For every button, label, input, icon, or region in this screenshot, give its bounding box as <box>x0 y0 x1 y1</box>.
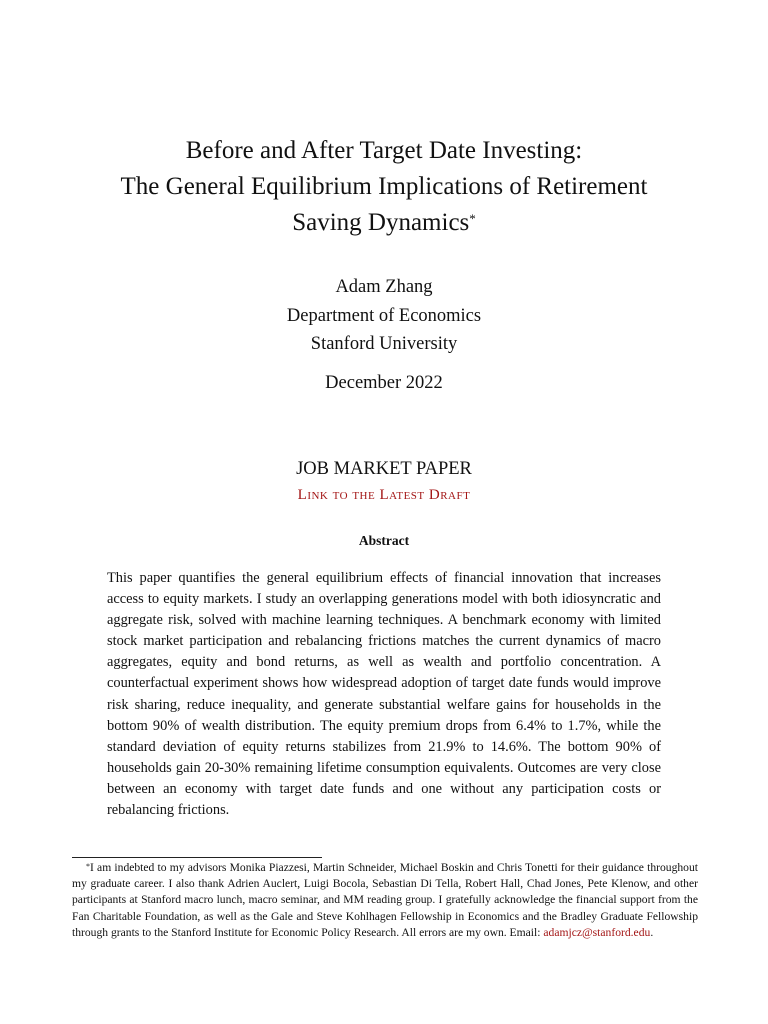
author-department: Department of Economics <box>286 305 482 326</box>
abstract-heading: Abstract <box>358 533 410 548</box>
title-line-1: Before and After Target Date Investing: <box>185 137 583 164</box>
latest-draft-link[interactable]: Link to the Latest Draft <box>297 487 471 503</box>
email-link[interactable]: adamjcz@stanford.edu <box>543 925 651 939</box>
title-line-2: The General Equilibrium Implications of Retirement <box>120 173 648 200</box>
paper-title <box>40 133 728 241</box>
author-block <box>0 273 768 359</box>
abstract-text: This paper quantifies the general equilibrium effects of financial innovation that increases access to equity markets. I study an overlapping generations model with both idiosyncratic and aggregate risk, solved with machine learning techniques. A benchmark economy with limited stock market participation and rebalancing frictions matches the current dynamics of macro aggregates, equity and bond returns, as well as wealth and portfolio concentration. A counterfactual experiment shows how widespread adoption of target date funds would improve risk sharing, reduce inequality, and generate substantial welfare gains for households in the bottom 90% of wealth distribution. The equity premium drops from 6.4% to 1.7%, while the standard deviation of equity returns stabilizes from 21.9% to 14.6%. The bottom 90% of households gain 20-30% remaining lifetime consumption equivalents. Outcomes are very close between an economy with target date funds and one without any participation costs or rebalancing frictions. <box>107 570 661 819</box>
title-line-3-text: Saving Dynamics <box>292 209 470 236</box>
paper-date: December 2022 <box>325 373 443 393</box>
author-university: Stanford University <box>310 334 458 354</box>
author-name: Adam Zhang <box>335 277 433 297</box>
footnote-end: . <box>650 925 654 939</box>
footnote-rule <box>72 857 322 858</box>
job-market-paper-label: JOB MARKET PAPER <box>296 459 472 479</box>
footnote-mark: * <box>86 862 90 871</box>
title-footnote-mark: * <box>469 211 476 226</box>
footnote-text: I am indebted to my advisors Monika Piazzesi, Martin Schneider, Michael Boskin and Chris Tonetti for their guidance throughout my graduate career. I also thank Adrien Auclert, Luigi Bocola, Sebastian Di Tella, Robert Hall, Chad Jones, Pete Klenow, and other participants at Stanford macro lunch, macro seminar, and MM reading group. I gratefully acknowledge the financial support from the Fan Charitable Foundation, as well as the Gale and Steve Kohlhagen Fellowship in Economics and the Bradley Graduate Fellowship through grants to the Stanford Institute for Economic Policy Research. All errors are my own. Email: <box>72 861 698 939</box>
title-line-3 <box>40 205 728 241</box>
footnote <box>72 860 698 941</box>
